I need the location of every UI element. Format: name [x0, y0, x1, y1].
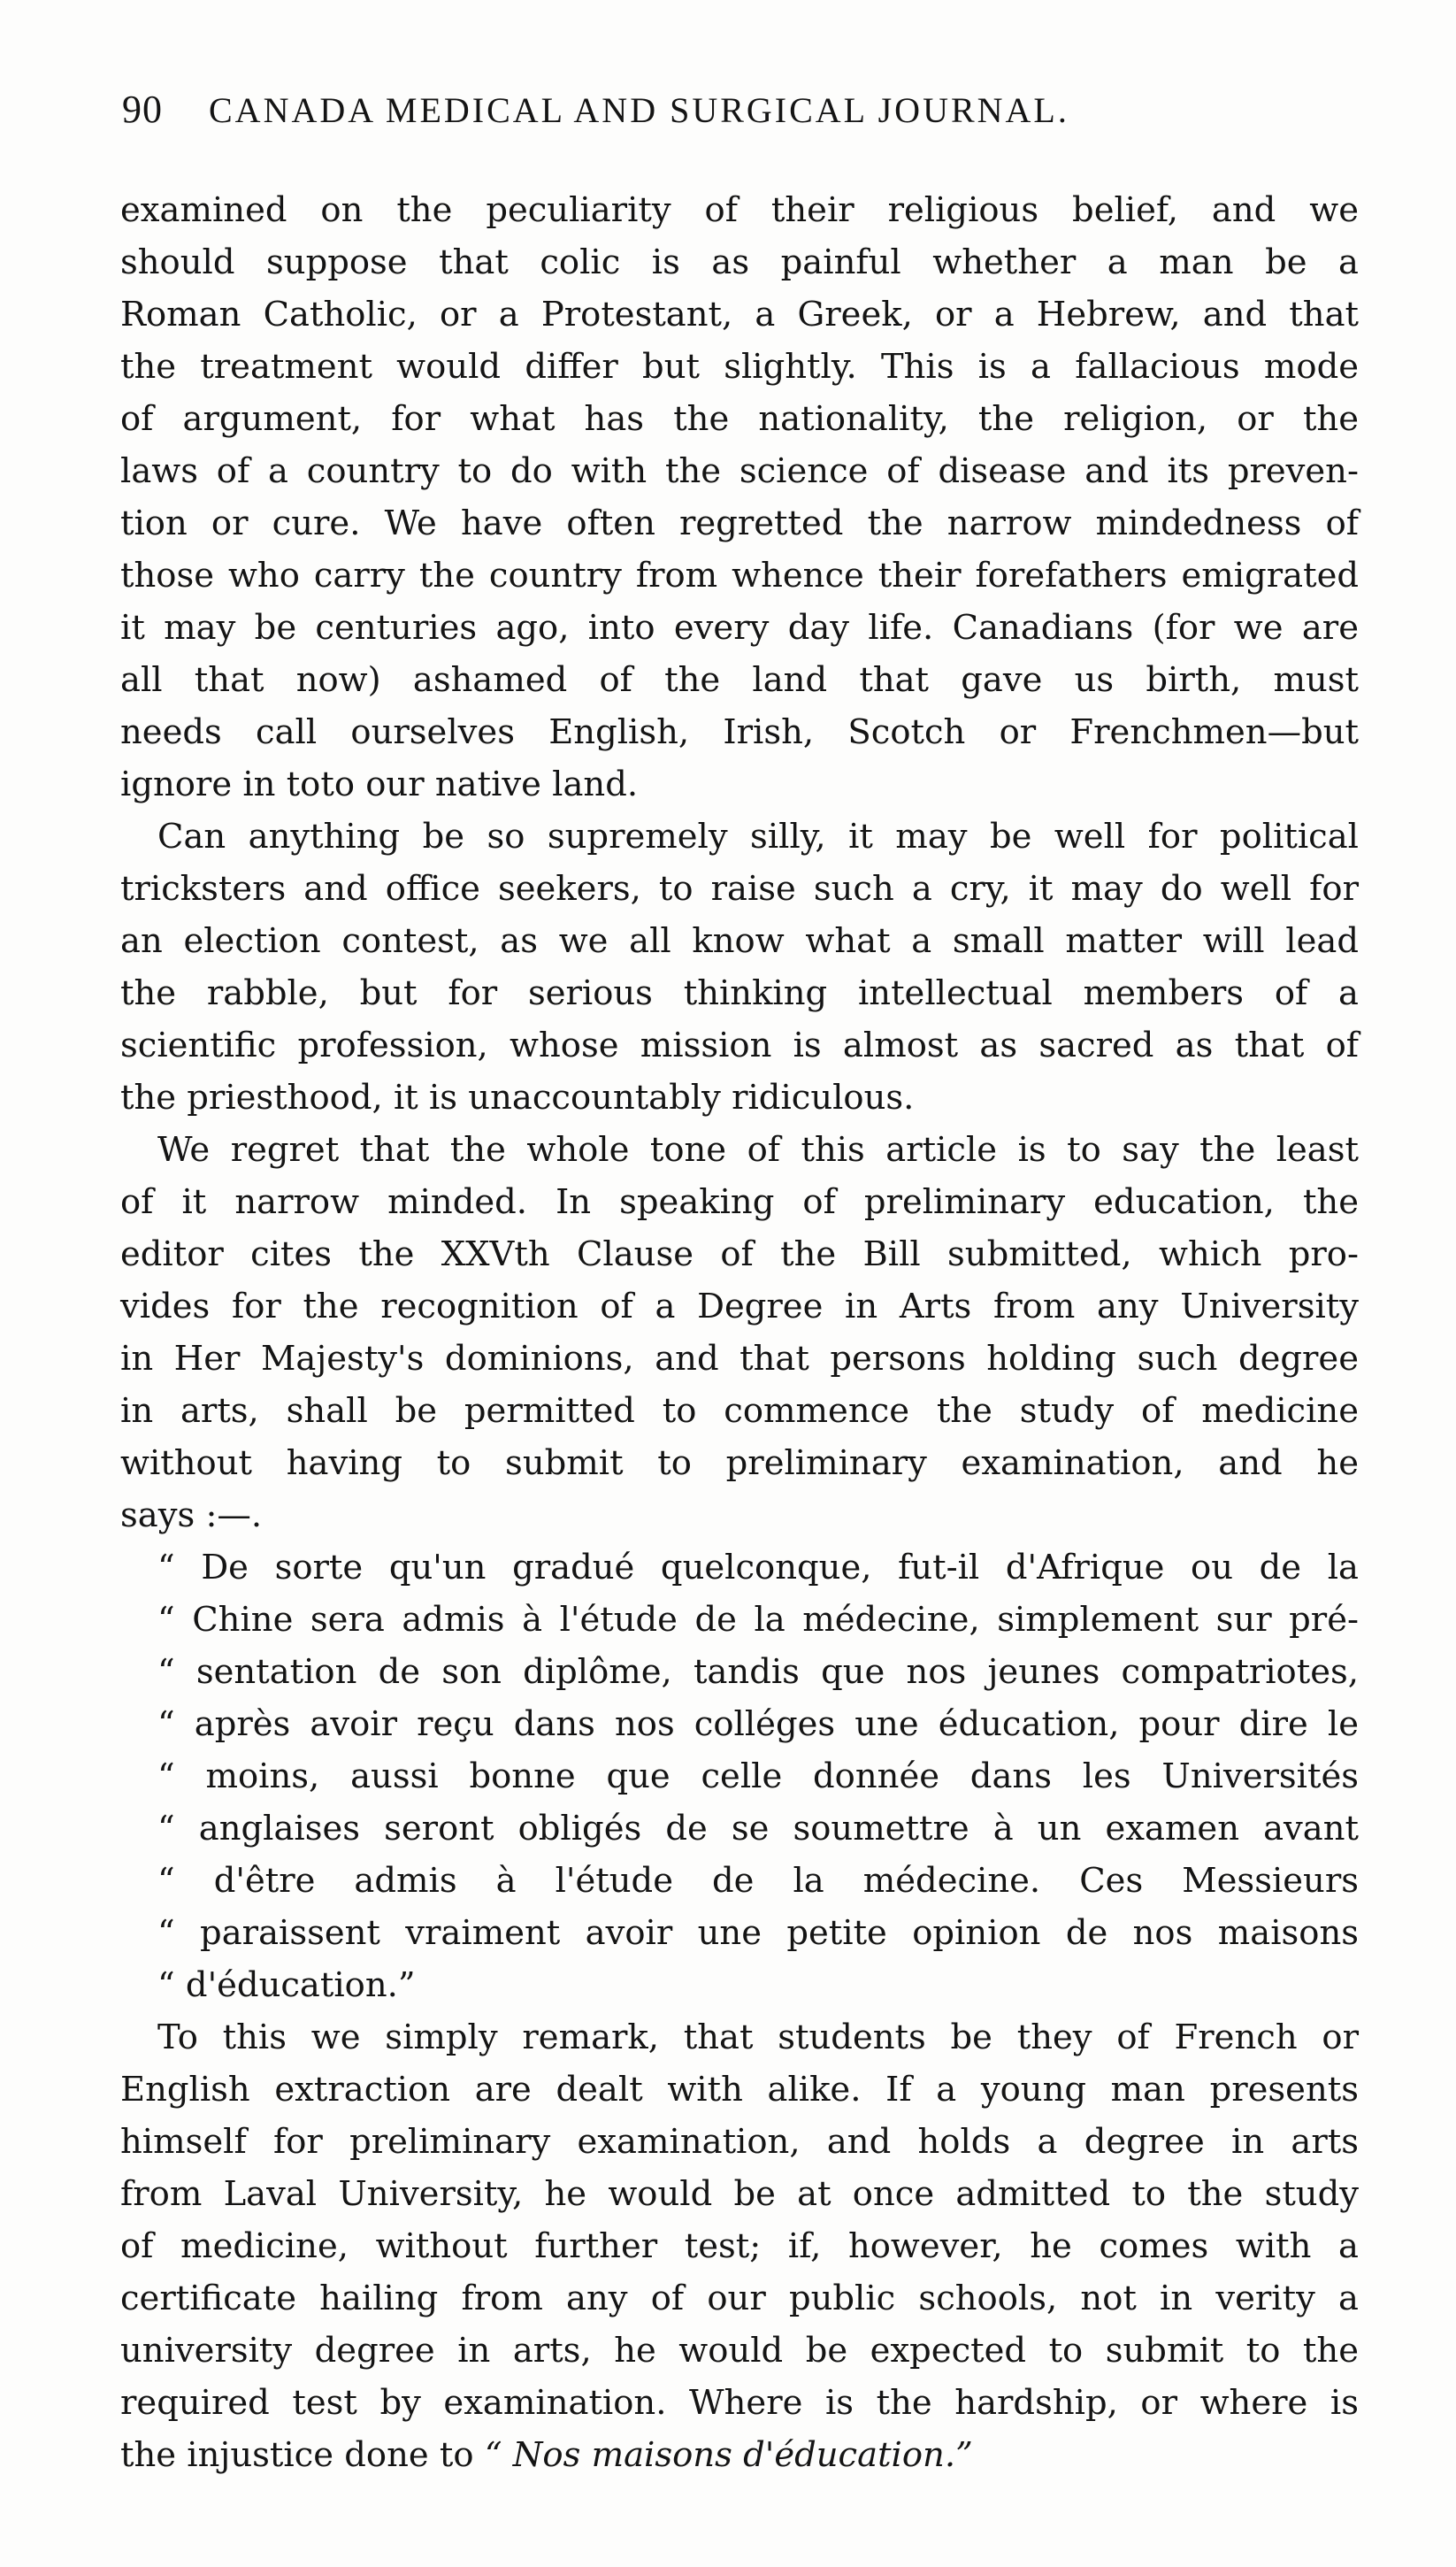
quote-line: “ sentation de son diplôme, tandis que nos jeunes compatriotes, — [157, 1652, 1359, 1692]
quote-line: “ Chine sera admis à l'étude de la médecine, simplement sur pré- — [157, 1600, 1359, 1640]
text-line: ignore in toto our native land. — [120, 765, 639, 804]
text-line: in Her Majesty's dominions, and that persons holding such degree — [120, 1339, 1359, 1379]
text-line: vides for the recognition of a Degree in Arts from any University — [120, 1287, 1359, 1326]
text-line: We regret that the whole tone of this article is to say the least — [157, 1130, 1359, 1170]
quote-line: “ moins, aussi bonne que celle donnée dans les Universités — [157, 1756, 1359, 1796]
text-line: should suppose that colic is as painful whether a man be a — [120, 242, 1359, 282]
text-line: of it narrow minded. In speaking of preliminary education, the — [120, 1182, 1359, 1222]
page-number: 90 — [122, 88, 163, 131]
paragraph — [120, 811, 1359, 1124]
text-line: an election contest, as we all know what a small matter will lead — [120, 921, 1359, 961]
text-line: the treatment would differ but slightly. This is a fallacious mode — [120, 347, 1359, 387]
text-line: of argument, for what has the nationality, the religion, or the — [120, 399, 1359, 439]
last-line-lead: the injustice done to — [120, 2435, 474, 2475]
text-line: editor cites the XXVth Clause of the Bill submitted, which pro- — [120, 1234, 1359, 1274]
quote-line: “ d'être admis à l'étude de la médecine. Ces Messieurs — [157, 1861, 1359, 1901]
text-line: needs call ourselves English, Irish, Scotch or Frenchmen—but — [120, 712, 1359, 752]
block-quotation — [120, 1541, 1359, 2011]
text-line: says :—. — [120, 1495, 263, 1535]
text-line: certificate hailing from any of our public schools, not in verity a — [120, 2279, 1359, 2318]
paragraph — [120, 2011, 1359, 2481]
text-line: without having to submit to preliminary examination, and he — [120, 1443, 1359, 1483]
running-title: CANADA MEDICAL AND SURGICAL JOURNAL. — [209, 90, 1069, 130]
text-line: English extraction are dealt with alike. If a young man presents — [120, 2070, 1359, 2110]
text-line — [120, 2429, 1359, 2481]
quote-line: “ De sorte qu'un gradué quelconque, fut-il d'Afrique ou de la — [157, 1548, 1359, 1587]
text-line: from Laval University, he would be at once admitted to the study — [120, 2174, 1359, 2214]
text-line: the rabble, but for serious thinking intellectual members of a — [120, 973, 1359, 1013]
text-line: university degree in arts, he would be expected to submit to the — [120, 2331, 1359, 2371]
paragraph — [120, 184, 1359, 811]
text-line: himself for preliminary examination, and holds a degree in arts — [120, 2122, 1359, 2162]
running-header — [122, 87, 1378, 143]
text-line: in arts, shall be permitted to commence the study of medicine — [120, 1391, 1359, 1431]
text-line: required test by examination. Where is the hardship, or where is — [120, 2383, 1359, 2423]
text-line: those who carry the country from whence their forefathers emigrated — [120, 556, 1359, 596]
text-line: of medicine, without further test; if, however, he comes with a — [120, 2226, 1359, 2266]
quote-line: “ après avoir reçu dans nos colléges une éducation, pour dire le — [157, 1704, 1359, 1744]
text-line: tricksters and office seekers, to raise such a cry, it may do well for — [120, 869, 1359, 909]
text-line: tion or cure. We have often regretted the narrow mindedness of — [120, 503, 1359, 543]
quote-line: “ paraissent vraiment avoir une petite opinion de nos maisons — [157, 1913, 1359, 1953]
text-line: Can anything be so supremely silly, it may be well for political — [157, 817, 1359, 857]
text-line: all that now) ashamed of the land that gave us birth, must — [120, 660, 1359, 700]
text-line: Roman Catholic, or a Protestant, a Greek, or a Hebrew, and that — [120, 295, 1359, 334]
article-body — [120, 184, 1359, 2481]
italic-quote: “ Nos maisons d'éducation.” — [484, 2435, 973, 2475]
quote-line: “ d'éducation.” — [157, 1965, 416, 2005]
text-line: it may be centuries ago, into every day life. Canadians (for we are — [120, 608, 1359, 648]
text-line: the priesthood, it is unaccountably ridiculous. — [120, 1078, 915, 1118]
text-line: To this we simply remark, that students be they of French or — [157, 2017, 1359, 2057]
paragraph — [120, 1124, 1359, 1541]
text-line: laws of a country to do with the science of disease and its preven- — [120, 451, 1359, 491]
quote-line: “ anglaises seront obligés de se soumettre à un examen avant — [157, 1809, 1359, 1848]
text-line: scientific profession, whose mission is almost as sacred as that of — [120, 1026, 1359, 1065]
text-line: examined on the peculiarity of their religious belief, and we — [120, 190, 1359, 230]
